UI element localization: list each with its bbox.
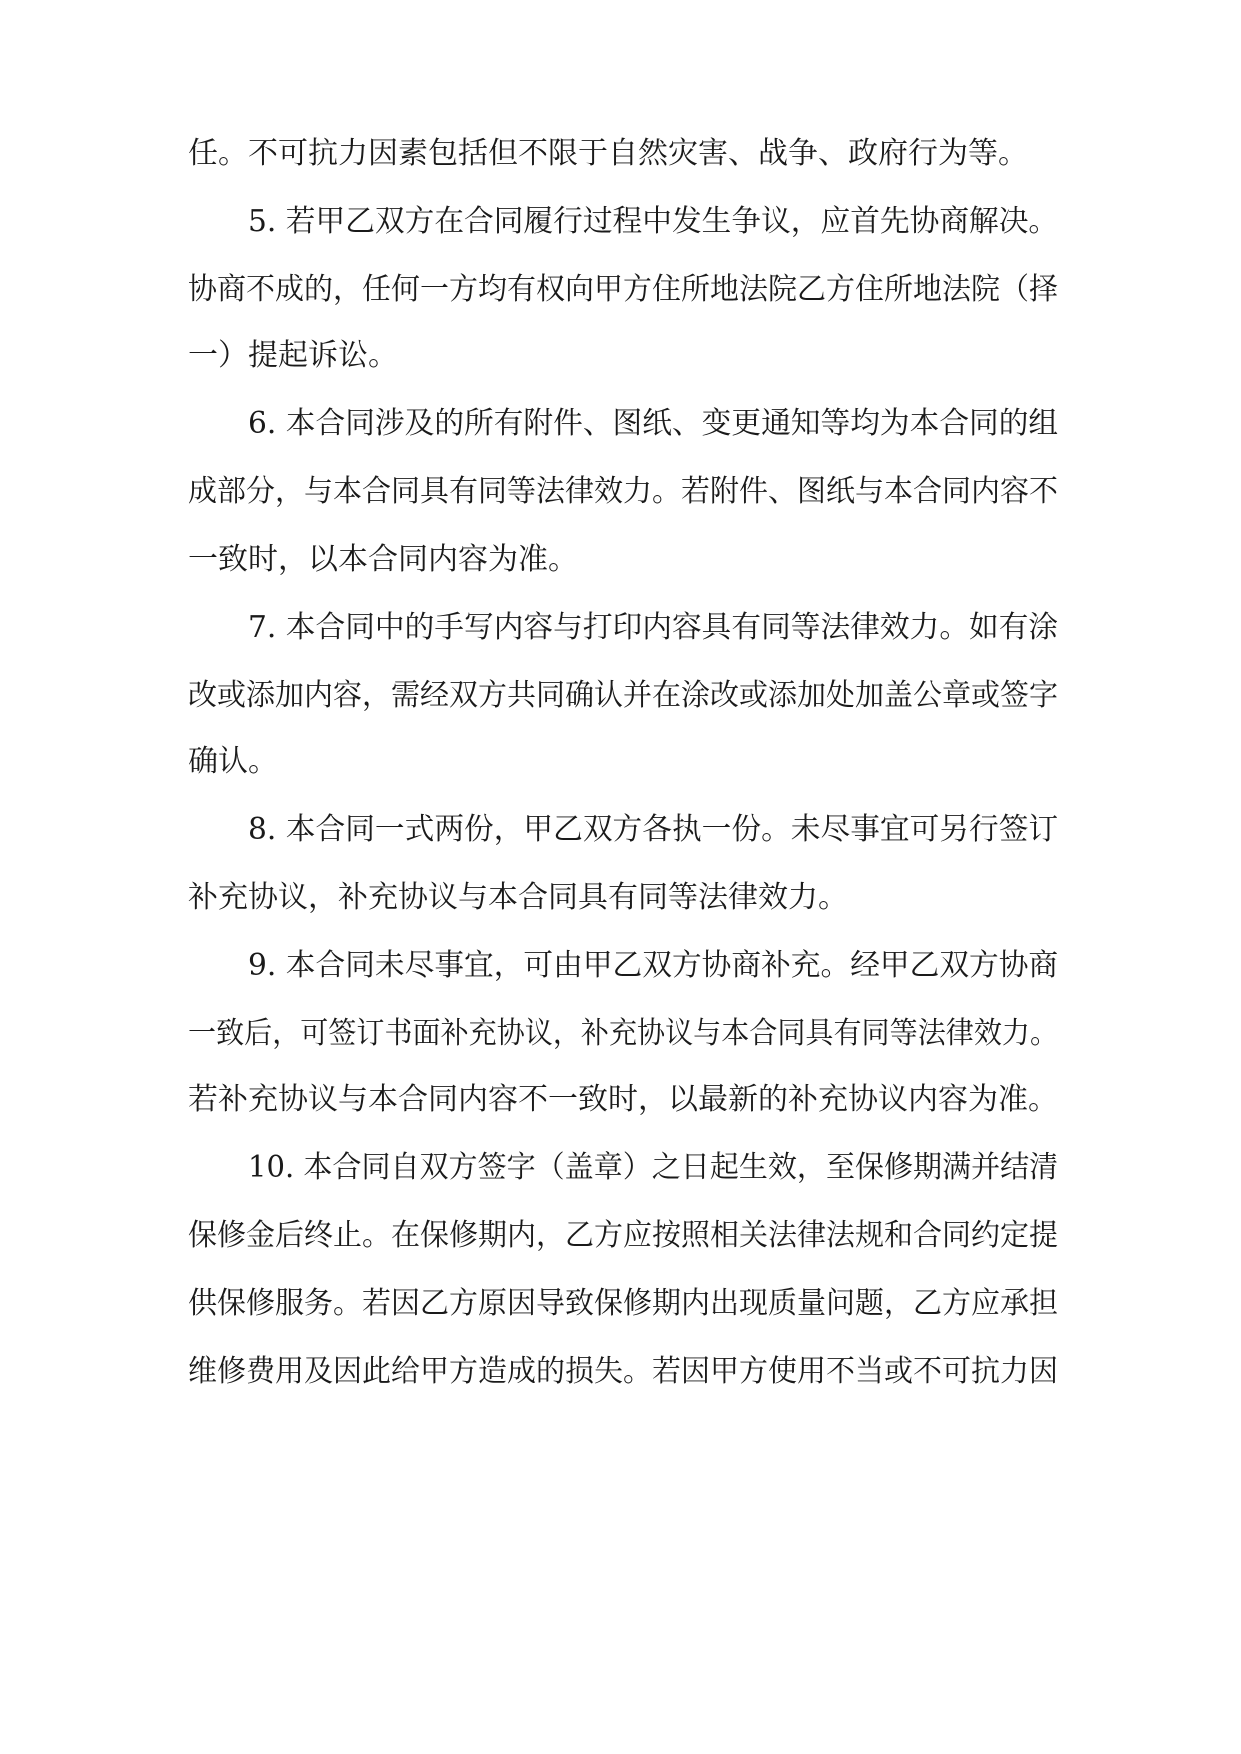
text-line: 一致后，可签订书面补充协议，补充协议与本合同具有同等法律效力。 [188, 1016, 1059, 1051]
text-line: 若补充协议与本合同内容不一致时，以最新的补充协议内容为准。 [188, 1082, 1058, 1117]
clause-5-line: 5. 若甲乙双方在合同履行过程中发生争议，应首先协商解决。 [248, 204, 1059, 239]
text-line: 确认。 [188, 744, 278, 779]
clause-6-line: 6. 本合同涉及的所有附件、图纸、变更通知等均为本合同的组 [248, 406, 1059, 441]
text-line: 一致时，以本合同内容为准。 [188, 542, 578, 577]
clause-9-line: 9. 本合同未尽事宜，可由甲乙双方协商补充。经甲乙双方协商 [248, 948, 1059, 983]
clause-7-line: 7. 本合同中的手写内容与打印内容具有同等法律效力。如有涂 [248, 610, 1059, 645]
text-line: 补充协议，补充协议与本合同具有同等法律效力。 [188, 880, 848, 915]
text-line: 供保修服务。若因乙方原因导致保修期内出现质量问题，乙方应承担 [188, 1286, 1059, 1321]
text-line: 成部分，与本合同具有同等法律效力。若附件、图纸与本合同内容不 [188, 474, 1059, 509]
text-line: 保修金后终止。在保修期内，乙方应按照相关法律法规和合同约定提 [188, 1218, 1059, 1253]
text-line: 维修费用及因此给甲方造成的损失。若因甲方使用不当或不可抗力因 [188, 1354, 1059, 1389]
text-line: 一）提起诉讼。 [188, 338, 398, 373]
clause-8-line: 8. 本合同一式两份，甲乙双方各执一份。未尽事宜可另行签订 [248, 812, 1059, 847]
text-line: 协商不成的，任何一方均有权向甲方住所地法院乙方住所地法院（择 [188, 272, 1059, 307]
clause-10-line: 10. 本合同自双方签字（盖章）之日起生效，至保修期满并结清 [248, 1150, 1059, 1185]
text-line: 任。不可抗力因素包括但不限于自然灾害、战争、政府行为等。 [188, 136, 1028, 171]
text-line: 改或添加内容，需经双方共同确认并在涂改或添加处加盖公章或签字 [188, 678, 1059, 713]
